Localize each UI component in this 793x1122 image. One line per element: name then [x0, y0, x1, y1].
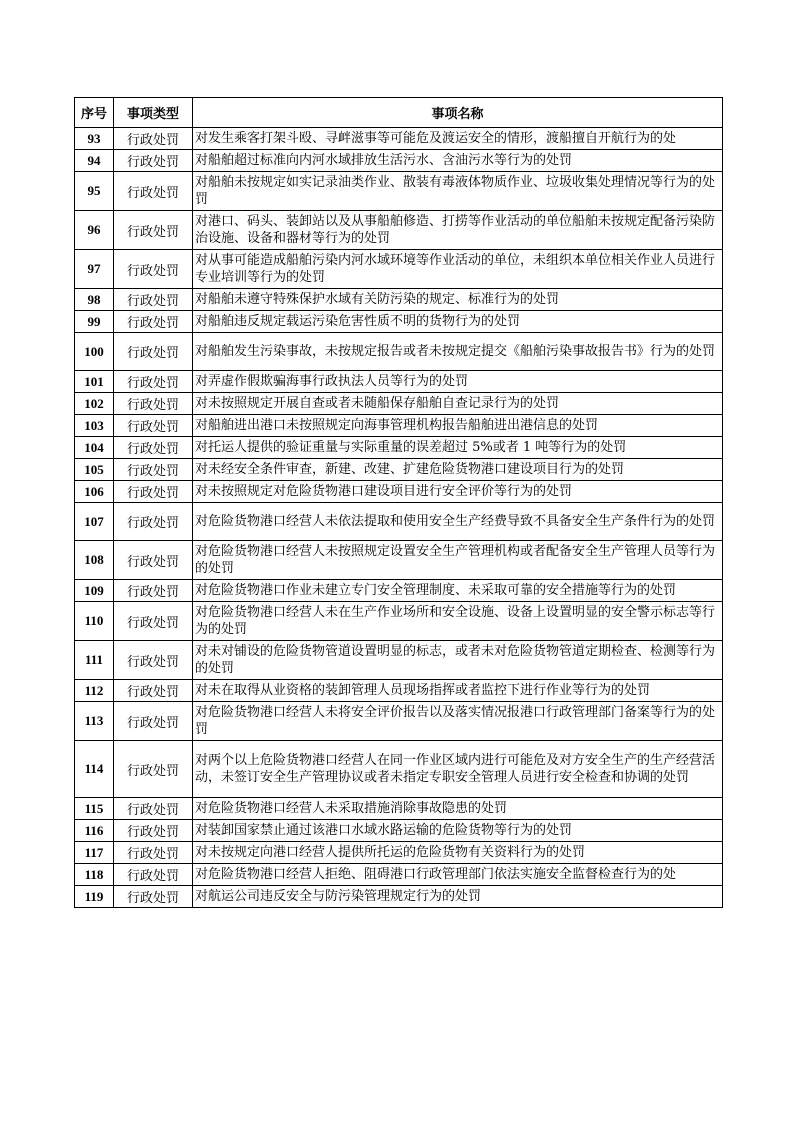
table-row — [75, 311, 723, 333]
row-item-type: 行政处罚 — [114, 393, 193, 415]
row-item-name: 对危险货物港口经营人未依法提取和使用安全生产经费导致不具备安全生产条件行为的处罚 — [193, 503, 723, 541]
row-serial-number: 95 — [75, 172, 114, 211]
table-row — [75, 250, 723, 289]
row-serial-number: 111 — [75, 641, 114, 680]
row-item-type: 行政处罚 — [114, 250, 193, 289]
row-serial-number: 93 — [75, 128, 114, 150]
row-item-type: 行政处罚 — [114, 541, 193, 580]
row-serial-number: 110 — [75, 602, 114, 641]
row-serial-number: 119 — [75, 886, 114, 908]
table-row — [75, 842, 723, 864]
row-item-name: 对未在取得从业资格的装卸管理人员现场指挥或者监控下进行作业等行为的处罚 — [193, 680, 723, 702]
row-item-type: 行政处罚 — [114, 481, 193, 503]
row-item-name: 对船舶发生污染事故，未按规定报告或者未按规定提交《船舶污染事故报告书》行为的处罚 — [193, 333, 723, 371]
administrative-penalty-table — [74, 97, 723, 908]
row-serial-number: 117 — [75, 842, 114, 864]
table-row — [75, 415, 723, 437]
row-serial-number: 105 — [75, 459, 114, 481]
row-serial-number: 101 — [75, 371, 114, 393]
row-item-type: 行政处罚 — [114, 459, 193, 481]
row-serial-number: 115 — [75, 798, 114, 820]
row-item-name: 对危险货物港口经营人未将安全评价报告以及落实情况报港口行政管理部门备案等行为的处罚 — [193, 702, 723, 741]
row-item-name: 对从事可能造成船舶污染内河水域环境等作业活动的单位，未组织本单位相关作业人员进行专业培训等行为的处罚 — [193, 250, 723, 289]
table-row — [75, 580, 723, 602]
table-row — [75, 371, 723, 393]
row-item-type: 行政处罚 — [114, 680, 193, 702]
row-item-type: 行政处罚 — [114, 798, 193, 820]
header-item-type: 事项类型 — [114, 98, 193, 128]
table-row — [75, 641, 723, 680]
row-serial-number: 97 — [75, 250, 114, 289]
table-row — [75, 886, 723, 908]
row-item-name: 对船舶未遵守特殊保护水域有关防污染的规定、标准行为的处罚 — [193, 289, 723, 311]
row-item-type: 行政处罚 — [114, 864, 193, 886]
table-row — [75, 702, 723, 741]
row-item-type: 行政处罚 — [114, 211, 193, 250]
row-item-name: 对船舶未按规定如实记录油类作业、散装有毒液体物质作业、垃圾收集处理情况等行为的处罚 — [193, 172, 723, 211]
row-item-type: 行政处罚 — [114, 602, 193, 641]
row-serial-number: 103 — [75, 415, 114, 437]
table-row — [75, 128, 723, 150]
table-header-row — [75, 98, 723, 128]
row-item-type: 行政处罚 — [114, 437, 193, 459]
document-page — [74, 97, 722, 908]
row-serial-number: 98 — [75, 289, 114, 311]
row-item-type: 行政处罚 — [114, 886, 193, 908]
table-row — [75, 459, 723, 481]
header-item-name: 事项名称 — [193, 98, 723, 128]
row-serial-number: 116 — [75, 820, 114, 842]
row-serial-number: 96 — [75, 211, 114, 250]
table-row — [75, 393, 723, 415]
row-item-type: 行政处罚 — [114, 172, 193, 211]
row-serial-number: 104 — [75, 437, 114, 459]
row-item-type: 行政处罚 — [114, 503, 193, 541]
row-item-name: 对危险货物港口经营人拒绝、阻碍港口行政管理部门依法实施安全监督检查行为的处 — [193, 864, 723, 886]
table-row — [75, 211, 723, 250]
table-row — [75, 820, 723, 842]
table-body — [75, 128, 723, 908]
row-item-type: 行政处罚 — [114, 580, 193, 602]
row-item-name: 对未按照规定开展自查或者未随船保存船舶自查记录行为的处罚 — [193, 393, 723, 415]
table-row — [75, 602, 723, 641]
table-row — [75, 333, 723, 371]
row-serial-number: 109 — [75, 580, 114, 602]
row-serial-number: 94 — [75, 150, 114, 172]
row-item-name: 对航运公司违反安全与防污染管理规定行为的处罚 — [193, 886, 723, 908]
row-item-name: 对船舶超过标准向内河水域排放生活污水、含油污水等行为的处罚 — [193, 150, 723, 172]
row-serial-number: 106 — [75, 481, 114, 503]
table-row — [75, 172, 723, 211]
table-row — [75, 289, 723, 311]
row-item-name: 对发生乘客打架斗殴、寻衅滋事等可能危及渡运安全的情形，渡船擅自开航行为的处 — [193, 128, 723, 150]
row-item-type: 行政处罚 — [114, 333, 193, 371]
row-item-type: 行政处罚 — [114, 289, 193, 311]
row-item-name: 对危险货物港口经营人未采取措施消除事故隐患的处罚 — [193, 798, 723, 820]
table-row — [75, 741, 723, 798]
row-serial-number: 113 — [75, 702, 114, 741]
row-serial-number: 112 — [75, 680, 114, 702]
row-item-name: 对危险货物港口作业未建立专门安全管理制度、未采取可靠的安全措施等行为的处罚 — [193, 580, 723, 602]
row-item-type: 行政处罚 — [114, 842, 193, 864]
row-item-name: 对危险货物港口经营人未在生产作业场所和安全设施、设备上设置明显的安全警示标志等行为的处罚 — [193, 602, 723, 641]
row-item-name: 对两个以上危险货物港口经营人在同一作业区域内进行可能危及对方安全生产的生产经营活动，未签订安全生产管理协议或者未指定专职安全管理人员进行安全检查和协调的处罚 — [193, 741, 723, 798]
row-item-name: 对托运人提供的验证重量与实际重量的误差超过 5%或者 1 吨等行为的处罚 — [193, 437, 723, 459]
table-row — [75, 437, 723, 459]
row-serial-number: 102 — [75, 393, 114, 415]
row-item-type: 行政处罚 — [114, 371, 193, 393]
table-row — [75, 864, 723, 886]
row-item-name: 对弄虚作假欺骗海事行政执法人员等行为的处罚 — [193, 371, 723, 393]
row-item-name: 对船舶违反规定载运污染危害性质不明的货物行为的处罚 — [193, 311, 723, 333]
row-item-name: 对未经安全条件审查，新建、改建、扩建危险货物港口建设项目行为的处罚 — [193, 459, 723, 481]
row-item-name: 对未按照规定对危险货物港口建设项目进行安全评价等行为的处罚 — [193, 481, 723, 503]
row-serial-number: 107 — [75, 503, 114, 541]
row-item-type: 行政处罚 — [114, 150, 193, 172]
row-item-type: 行政处罚 — [114, 641, 193, 680]
row-item-type: 行政处罚 — [114, 415, 193, 437]
row-serial-number: 108 — [75, 541, 114, 580]
row-item-name: 对未对铺设的危险货物管道设置明显的标志，或者未对危险货物管道定期检查、检测等行为的处罚 — [193, 641, 723, 680]
row-item-type: 行政处罚 — [114, 702, 193, 741]
table-row — [75, 798, 723, 820]
row-serial-number: 118 — [75, 864, 114, 886]
row-item-type: 行政处罚 — [114, 820, 193, 842]
row-serial-number: 99 — [75, 311, 114, 333]
table-row — [75, 541, 723, 580]
row-item-name: 对港口、码头、装卸站以及从事船舶修造、打捞等作业活动的单位船舶未按规定配备污染防治设施、设备和器材等行为的处罚 — [193, 211, 723, 250]
table-row — [75, 503, 723, 541]
row-item-name: 对装卸国家禁止通过该港口水域水路运输的危险货物等行为的处罚 — [193, 820, 723, 842]
row-serial-number: 114 — [75, 741, 114, 798]
row-item-type: 行政处罚 — [114, 741, 193, 798]
table-row — [75, 680, 723, 702]
row-item-type: 行政处罚 — [114, 311, 193, 333]
row-item-name: 对未按规定向港口经营人提供所托运的危险货物有关资料行为的处罚 — [193, 842, 723, 864]
table-row — [75, 150, 723, 172]
row-item-name: 对船舶进出港口未按照规定向海事管理机构报告船舶进出港信息的处罚 — [193, 415, 723, 437]
row-item-type: 行政处罚 — [114, 128, 193, 150]
header-serial-number: 序号 — [75, 98, 114, 128]
row-serial-number: 100 — [75, 333, 114, 371]
table-row — [75, 481, 723, 503]
row-item-name: 对危险货物港口经营人未按照规定设置安全生产管理机构或者配备安全生产管理人员等行为的处罚 — [193, 541, 723, 580]
